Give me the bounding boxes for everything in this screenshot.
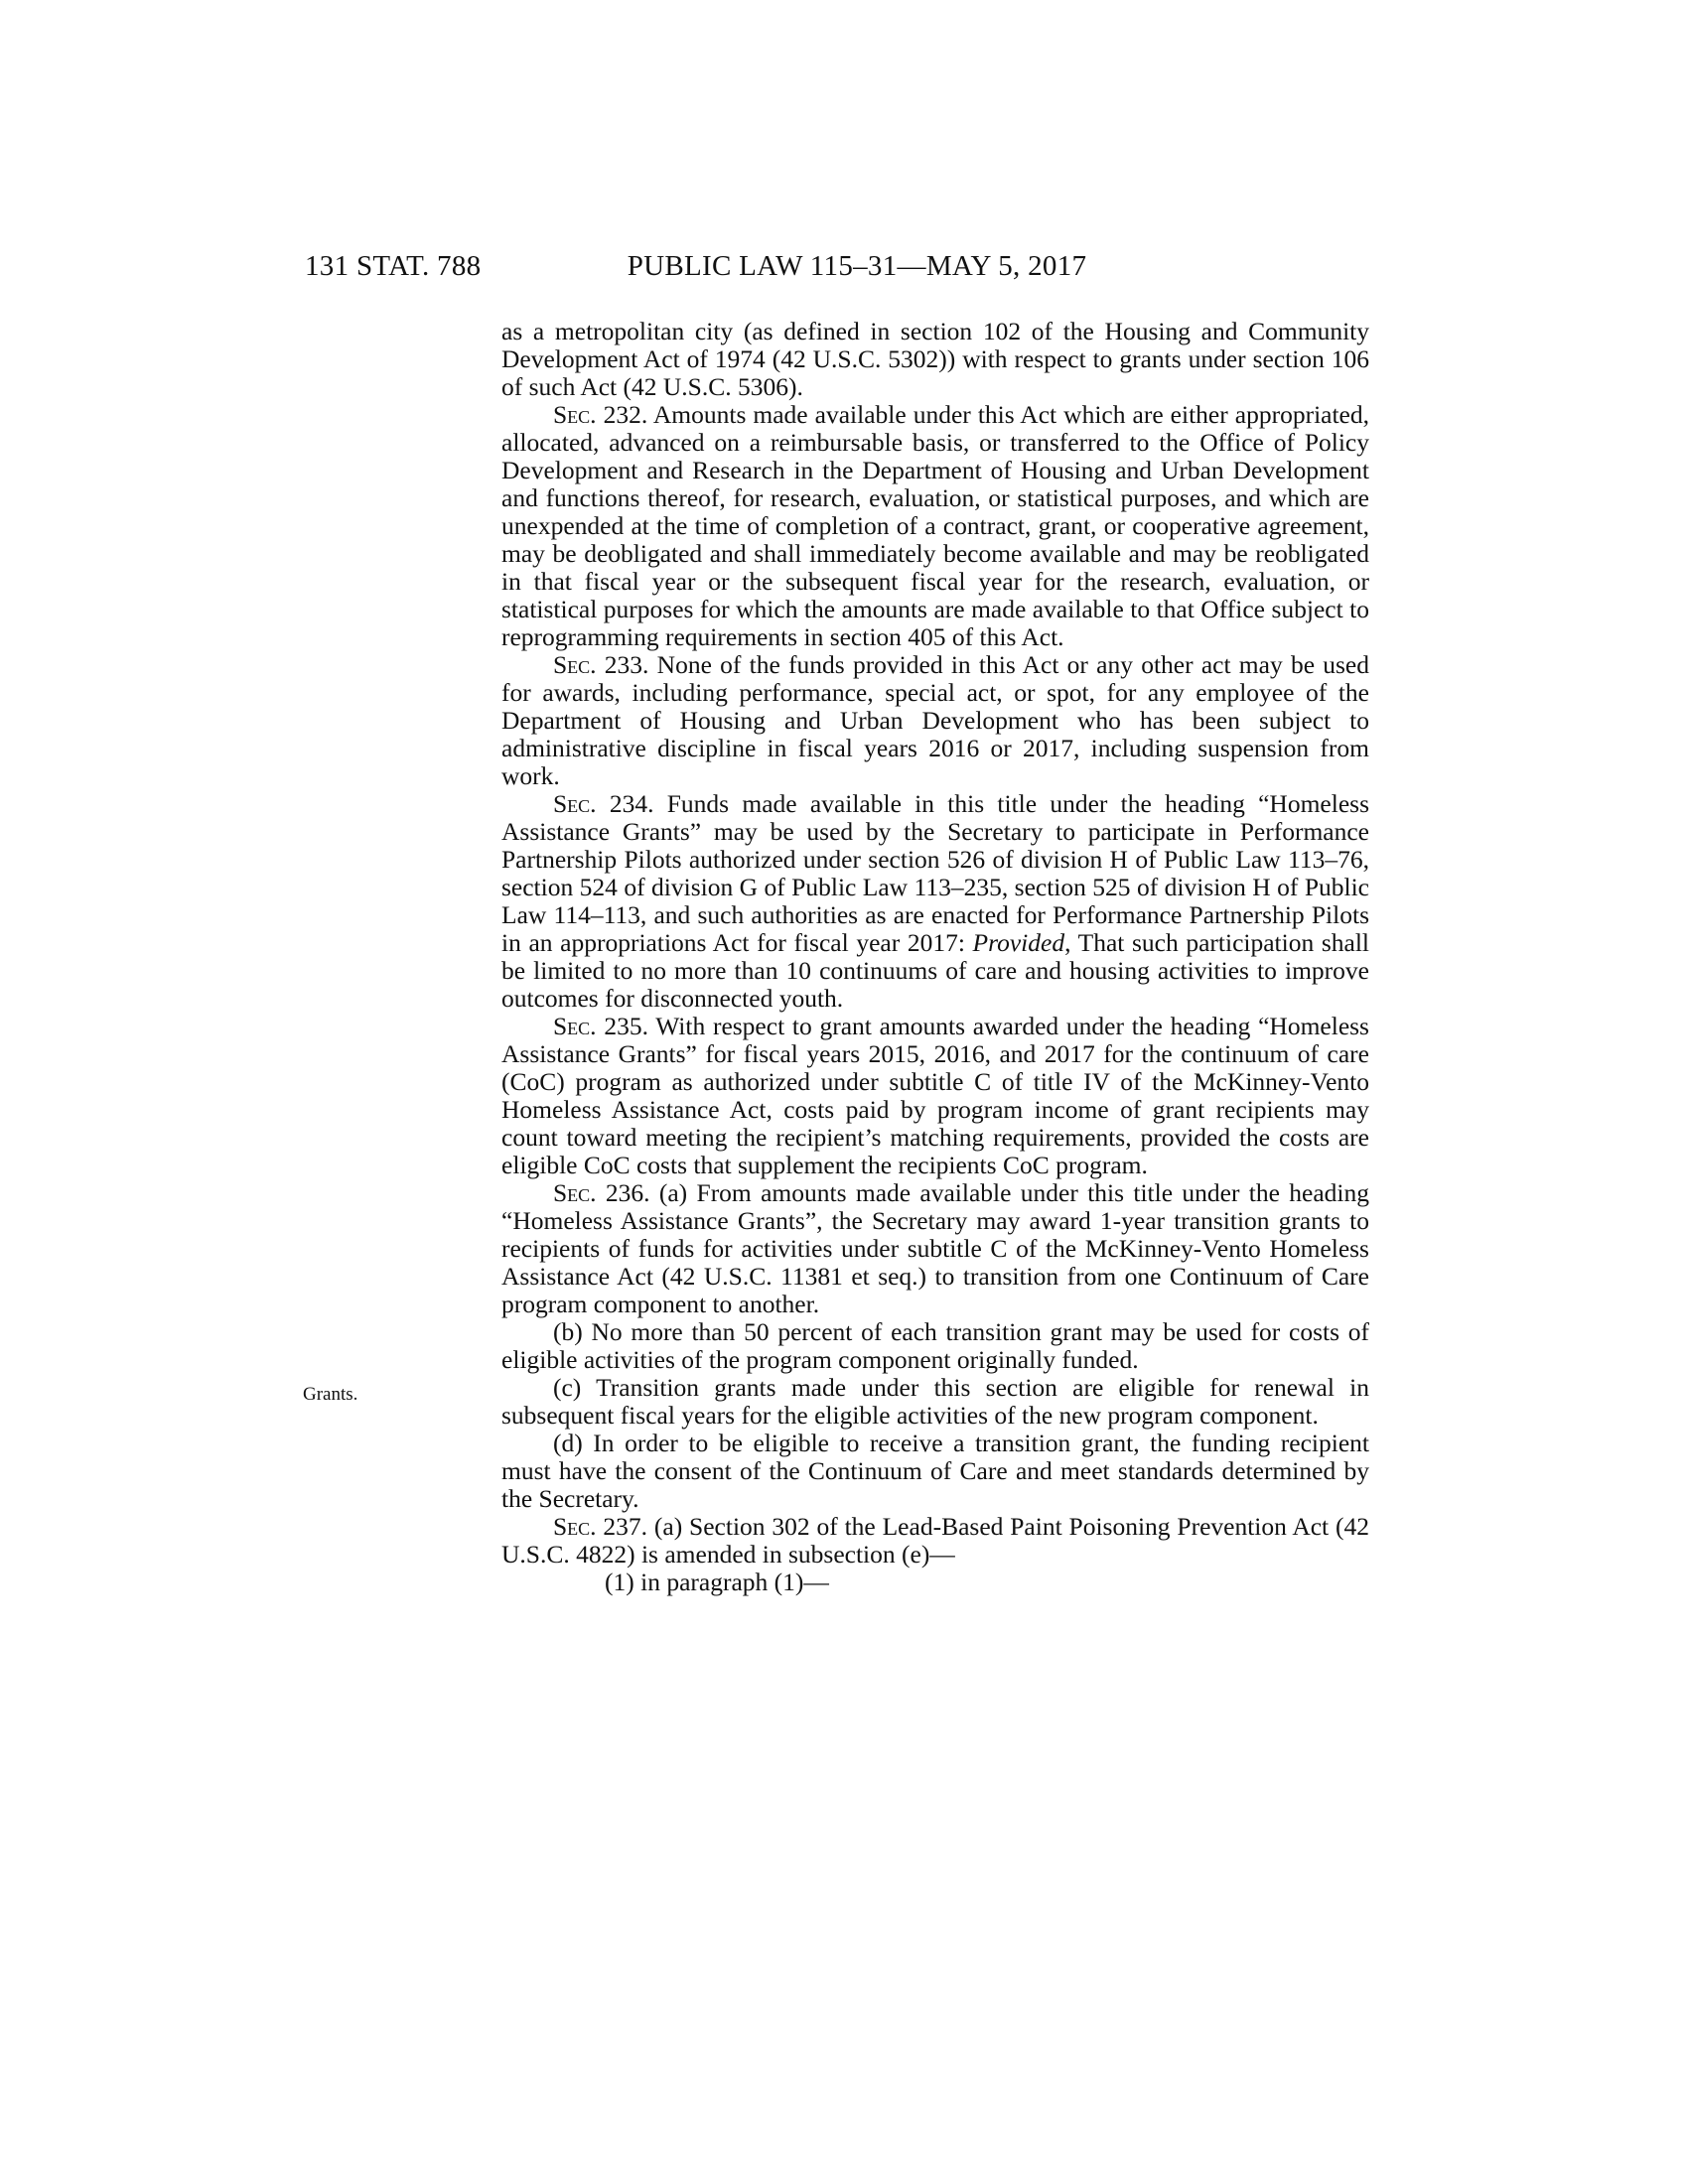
section-233: Sec. 233. None of the funds provided in this Act or any other act may be used for awards, including performance, special act, or spot, for any employee of the Department of Housing and Urban Development who has been subject to administrative discipline in fiscal years 2016 or 2017, including suspension from work. <box>501 650 1369 790</box>
section-237a: Sec. 237. (a) Section 302 of the Lead-Based Paint Poisoning Prevention Act (42 U.S.C. 4822) is amended in subsection (e)— <box>501 1512 1369 1569</box>
section-236a: Sec. 236. (a) From amounts made available under this title under the heading “Homeless Assistance Grants”, the Secretary may award 1-year transition grants to recipients of funds for activities under subtitle C of the McKinney-Vento Homeless Assistance Act (42 U.S.C. 11381 et seq.) to transition from one Continuum of Care program component to another. <box>501 1178 1369 1318</box>
section-label: Sec. <box>553 650 597 679</box>
section-label: Sec. <box>553 1012 597 1040</box>
section-label: Sec. <box>553 1512 597 1541</box>
provided-italic: Provided <box>972 928 1065 957</box>
section-236d: (d) In order to be eligible to receive a transition grant, the funding recipient must have the consent of the Continuum of Care and meet standards determined by the Secretary. <box>501 1429 1369 1513</box>
section-235: Sec. 235. With respect to grant amounts awarded under the heading “Homeless Assistance Grants” for fiscal years 2015, 2016, and 2017 for the continuum of care (CoC) program as authorized under subtitle C of title IV of the McKinney-Vento Homeless Assistance Act, costs paid by program income of grant recipients may count toward meeting the recipient’s matching requirements, provided the costs are eligible CoC costs that supplement the recipients CoC program. <box>501 1012 1369 1179</box>
section-236b: (b) No more than 50 percent of each transition grant may be used for costs of eligible activities of the program component originally funded. <box>501 1317 1369 1374</box>
section-236c: (c) Transition grants made under this section are eligible for renewal in subsequent fiscal years for the eligible activities of the new program component. <box>501 1373 1369 1430</box>
section-label: Sec. <box>553 789 597 818</box>
paragraph-continuation: as a metropolitan city (as defined in section 102 of the Housing and Community Development Act of 1974 (42 U.S.C. 5302)) with respect to grants under section 106 of such Act (42 U.S.C. 5306). <box>501 317 1369 401</box>
document-body <box>501 318 1369 1596</box>
section-label: Sec. <box>553 1178 597 1207</box>
section-label: Sec. <box>553 400 597 429</box>
public-law-title: PUBLIC LAW 115–31—MAY 5, 2017 <box>627 250 1087 282</box>
statute-page-number: 131 STAT. 788 <box>305 250 482 282</box>
section-232: Sec. 232. Amounts made available under this Act which are either appropriated, allocated, advanced on a reimbursable basis, or transferred to the Office of Policy Development and Research in the Department of Housing and Urban Development and functions thereof, for research, evaluation, or statistical purposes, and which are unexpended at the time of completion of a contract, grant, or cooperative agreement, may be deobligated and shall immediately become available and may be reobligated in that fiscal year or the subsequent fiscal year for the research, evaluation, or statistical purposes for which the amounts are made available to that Office subject to reprogramming requirements in section 405 of this Act. <box>501 400 1369 651</box>
paragraph-1: (1) in paragraph (1)— <box>605 1568 829 1596</box>
page-header <box>305 250 1369 290</box>
margin-note: Grants. <box>303 1384 358 1405</box>
section-234: Sec. 234. Funds made available in this title under the heading “Homeless Assistance Grants” may be used by the Secretary to participate in Performance Partnership Pilots authorized under section 526 of division H of Public Law 113–76, section 524 of division G of Public Law 113–235, section 525 of division H of Public Law 114–113, and such authorities as are enacted for Performance Partnership Pilots in an appropriations Act for fiscal year 2017: Provided, That such participation shall be limited to no more than 10 continuums of care and housing activities to improve outcomes for disconnected youth. <box>501 789 1369 1013</box>
